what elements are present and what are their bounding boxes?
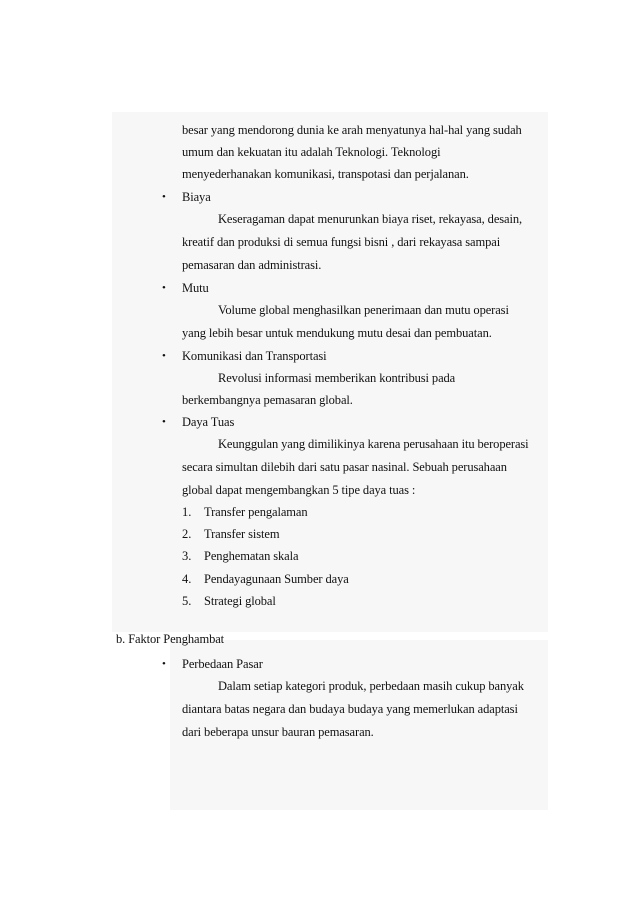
list-number: 3. xyxy=(182,549,192,563)
list-item: Pendayagunaan Sumber daya xyxy=(204,572,349,586)
list-number: 2. xyxy=(182,527,192,541)
bullet-title-daya-tuas: Daya Tuas xyxy=(182,415,235,429)
bullet-title-perbedaan-pasar: Perbedaan Pasar xyxy=(182,657,263,671)
bullet-title-komunikasi: Komunikasi dan Transportasi xyxy=(182,349,327,363)
paragraph-line: berkembangnya pemasaran global. xyxy=(182,393,353,407)
paragraph-line: Keseragaman dapat menurunkan biaya riset, rekayasa, desain, xyxy=(218,212,523,226)
paragraph-line: Volume global menghasilkan penerimaan dan mutu operasi xyxy=(218,303,509,317)
bullet-title-biaya: Biaya xyxy=(182,190,211,204)
paragraph-line: kreatif dan produksi di semua fungsi bisni , dari rekayasa sampai xyxy=(182,235,501,249)
paragraph-line: besar yang mendorong dunia ke arah menyatunya hal-hal yang sudah xyxy=(182,123,522,137)
paragraph-line: pemasaran dan administrasi. xyxy=(182,258,322,272)
paragraph-line: global dapat mengembangkan 5 tipe daya tuas : xyxy=(182,483,416,497)
paragraph-line: diantara batas negara dan budaya budaya yang memerlukan adaptasi xyxy=(182,702,518,716)
paragraph-line: umum dan kekuatan itu adalah Teknologi. Teknologi xyxy=(182,145,441,159)
list-number: 1. xyxy=(182,505,192,519)
section-heading: b. Faktor Penghambat xyxy=(116,632,225,646)
bullet-icon: • xyxy=(162,282,166,294)
bullet-icon: • xyxy=(162,416,166,428)
paragraph-line: menyederhanakan komunikasi, transpotasi dan perjalanan. xyxy=(182,167,469,181)
bullet-title-mutu: Mutu xyxy=(182,281,209,295)
list-item: Penghematan skala xyxy=(204,549,299,563)
paragraph-line: dari beberapa unsur bauran pemasaran. xyxy=(182,725,374,739)
bullet-icon: • xyxy=(162,350,166,362)
paragraph-line: secara simultan dilebih dari satu pasar nasinal. Sebuah perusahaan xyxy=(182,460,507,474)
paragraph-line: Keunggulan yang dimilikinya karena perusahaan itu beroperasi xyxy=(218,437,529,451)
paragraph-line: Dalam setiap kategori produk, perbedaan masih cukup banyak xyxy=(218,679,524,693)
paragraph-line: Revolusi informasi memberikan kontribusi pada xyxy=(218,371,456,385)
paragraph-line: yang lebih besar untuk mendukung mutu desai dan pembuatan. xyxy=(182,326,492,340)
bullet-icon: • xyxy=(162,658,166,670)
list-number: 5. xyxy=(182,594,192,608)
list-item: Strategi global xyxy=(204,594,276,608)
list-item: Transfer pengalaman xyxy=(204,505,308,519)
list-number: 4. xyxy=(182,572,192,586)
list-item: Transfer sistem xyxy=(204,527,280,541)
bullet-icon: • xyxy=(162,191,166,203)
